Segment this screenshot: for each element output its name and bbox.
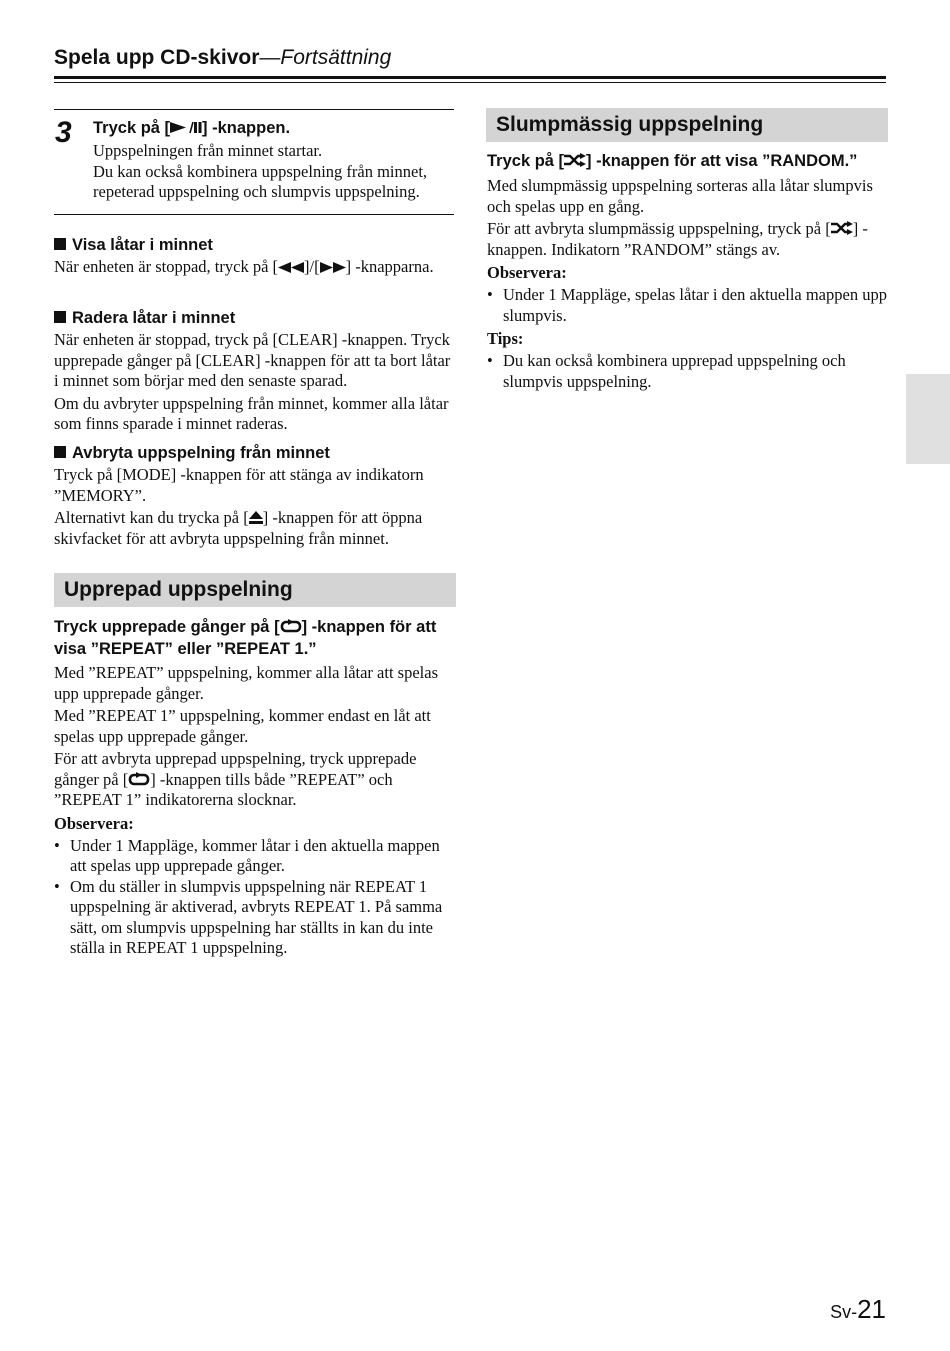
visa-text-pre: När enheten är stoppad, tryck på [ [54, 257, 279, 276]
list-item: • Du kan också kombinera upprepad uppspelning och slumpvis uppspelning. [487, 351, 887, 392]
random-section [487, 150, 887, 392]
eject-icon [249, 511, 263, 524]
step-line-2: Du kan också kombinera uppspelning från minnet, repeterad uppspelning och slumpvis uppspelning. [93, 161, 428, 201]
step-top-rule [54, 109, 454, 110]
title-main: Spela upp CD-skivor [54, 46, 260, 69]
page-number [830, 1294, 886, 1325]
step-heading-post: ] -knappen. [202, 119, 291, 137]
list-item: • Under 1 Mappläge, spelas låtar i den aktuella mappen upp slumpvis. [487, 285, 887, 326]
page-title [54, 46, 391, 70]
repeat-instr-post: ] -knappen för att visa ”REPEAT” eller ”REPEAT 1.” [54, 618, 437, 658]
step-number: 3 [55, 116, 72, 149]
square-bullet-icon [54, 446, 66, 458]
step-line-1: Uppspelningen från minnet startar. [93, 141, 323, 160]
square-bullet-icon [54, 311, 66, 323]
step-bottom-rule [54, 214, 454, 215]
repeat-p3 [54, 749, 454, 811]
avbryta-heading [54, 444, 454, 463]
shuffle-icon [831, 221, 853, 235]
visa-text-post: ] -knapparna. [345, 257, 434, 276]
repeat-section-title: Upprepad uppspelning [54, 573, 456, 607]
repeat-section [54, 616, 454, 959]
header-rule [54, 76, 886, 79]
random-observera-label: Observera: [487, 263, 567, 282]
square-bullet-icon [54, 238, 66, 250]
repeat-observera-label: Observera: [54, 813, 134, 833]
avbryta-p2-post: ] -knappen för att öppna skivfacket för att avbryta uppspelning från minnet. [54, 508, 423, 548]
random-p2-pre: För att avbryta slumpmässig uppspelning, tryck på [ [487, 219, 831, 238]
list-item: • Om du ställer in slumpvis uppspelning när REPEAT 1 uppspelning är aktiverad, avbryts REPEAT 1. På samma sätt, om slumpvis uppspelning har ställts in kan du inte ställa in REPEAT 1 uppspelning. [54, 877, 454, 959]
side-tab [906, 374, 950, 464]
visa-text [54, 257, 454, 278]
avbryta-section [54, 444, 454, 549]
repeat-icon [280, 619, 302, 633]
avbryta-p2 [54, 508, 454, 549]
visa-text-mid: ]/[ [304, 257, 320, 276]
avbryta-p2-pre: Alternativt kan du trycka på [ [54, 508, 249, 527]
random-p2-post: ] -knappen. Indikatorn ”RANDOM” stängs av. [487, 219, 868, 259]
repeat-instruction [54, 616, 454, 660]
radera-heading-text: Radera låtar i minnet [72, 309, 236, 327]
avbryta-heading-text: Avbryta uppspelning från minnet [72, 444, 330, 462]
repeat-p3-post: ] -knappen tills både ”REPEAT” och ”REPEAT 1” indikatorerna slocknar. [54, 769, 393, 809]
repeat-p3-pre: För att avbryta upprepad uppspelning, tryck upprepade gånger på [ [54, 749, 417, 789]
visa-heading-text: Visa låtar i minnet [72, 236, 213, 254]
title-continuation: —Fortsättning [259, 46, 392, 69]
random-tips-list [487, 351, 887, 392]
radera-section [54, 309, 454, 435]
random-observera-list [487, 285, 887, 326]
random-instruction [487, 150, 887, 172]
random-instr-pre: Tryck på [ [487, 152, 565, 170]
shuffle-icon [564, 153, 586, 167]
random-p2 [487, 219, 887, 260]
list-item: • Under 1 Mappläge, kommer låtar i den aktuella mappen att spelas upp upprepade gånger. [54, 836, 454, 877]
visa-heading [54, 236, 454, 255]
random-instr-post: ] -knappen för att visa ”RANDOM.” [586, 152, 858, 170]
step-3-block [93, 119, 455, 203]
random-tips-label: Tips: [487, 329, 524, 348]
repeat-instr-pre: Tryck upprepade gånger på [ [54, 618, 280, 636]
visa-section [54, 236, 454, 278]
radera-heading [54, 309, 454, 328]
repeat-p2: Med ”REPEAT 1” uppspelning, kommer endast en låt att spelas upp upprepade gånger. [54, 706, 431, 746]
header-rule-thin [54, 82, 886, 83]
rewind-icon [278, 262, 304, 273]
random-section-title: Slumpmässig uppspelning [486, 108, 888, 142]
step-heading [93, 119, 455, 138]
repeat-observera-list [54, 836, 454, 959]
avbryta-p1: Tryck på [MODE] -knappen för att stänga av indikatorn ”MEMORY”. [54, 465, 424, 505]
radera-p2: Om du avbryter uppspelning från minnet, kommer alla låtar som finns sparade i minnet raderas. [54, 393, 449, 433]
repeat-p1: Med ”REPEAT” uppspelning, kommer alla låtar att spelas upp upprepade gånger. [54, 663, 438, 703]
page-num-value: 21 [857, 1294, 886, 1324]
fast-forward-icon [320, 262, 346, 273]
page-prefix: Sv- [830, 1302, 858, 1322]
repeat-icon [128, 772, 150, 786]
radera-p1: När enheten är stoppad, tryck på [CLEAR] -knappen. Tryck upprepade gånger på [CLEAR] -knappen för att ta bort låtar i minnet som börjar med den senaste sparad. [54, 330, 451, 390]
step-heading-pre: Tryck på [ [93, 119, 171, 137]
play-pause-icon [170, 121, 202, 134]
random-p1: Med slumpmässig uppspelning sorteras alla låtar slumpvis och spelas upp en gång. [487, 176, 873, 216]
